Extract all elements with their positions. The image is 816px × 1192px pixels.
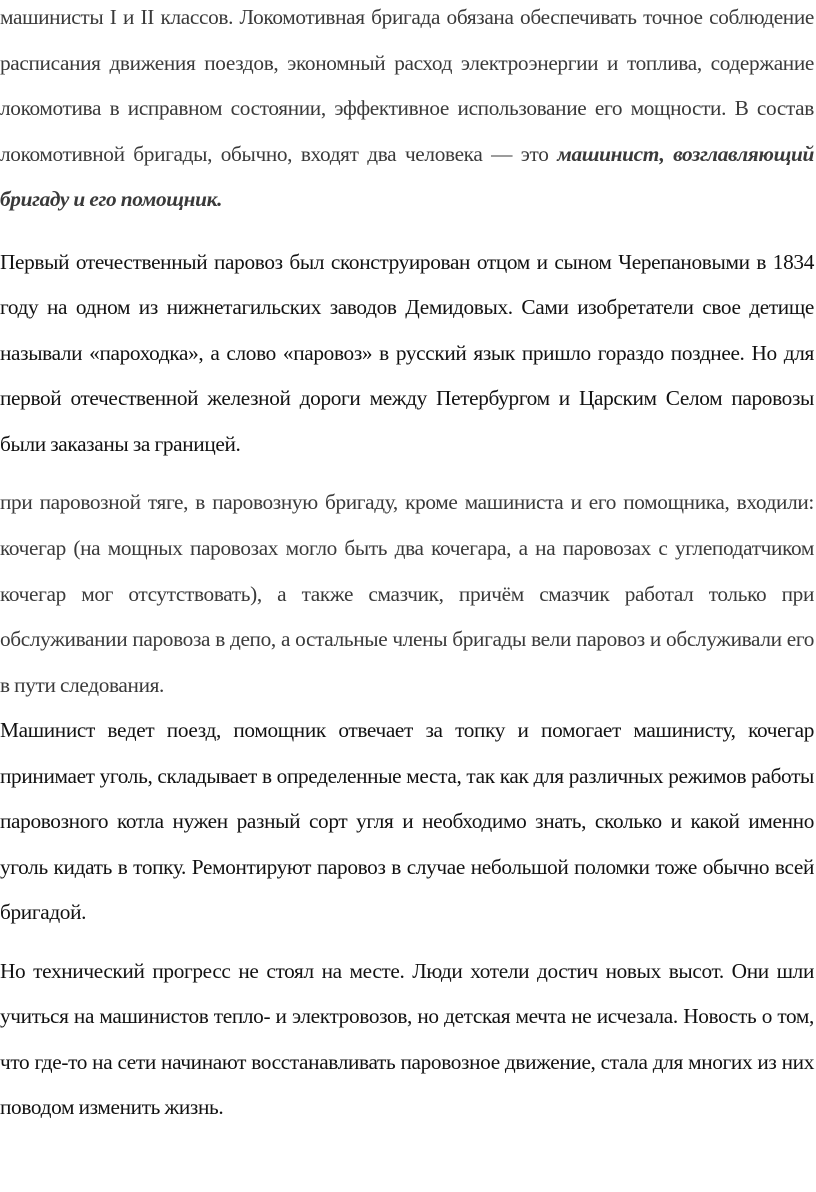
paragraph-steam-crew-composition: при паровозной тяге, в паровозную бригаду, кроме машиниста и его помощника, входили: кочегар (на мощных паровозах могло быть два кочегара, а на паровозах с углеподатчиком кочегар мог отсутствовать), а также смазчик, причём смазчик работал только при обслуживании паровоза в депо, а остальные члены бригады вели паровоз и обслуживали его в пути следования. bbox=[0, 490, 814, 697]
paragraph-technical-progress: Но технический прогресс не стоял на месте. Люди хотели достич новых высот. Они шли учиться на машинистов тепло- и электровозов, но детская мечта не исчезала. Новость о том, что где-то на сети начинают восстанавливать паровозное движение, стала для многих из них поводом изменить жизнь. bbox=[0, 958, 814, 1120]
paragraph-crew-duties: Машинист ведет поезд, помощник отвечает за топку и помогает машинисту, кочегар принимает уголь, складывает в определенные места, так как для различных режимов работы паровозного котла нужен разный сорт угля и необходимо знать, сколько и какой именно уголь кидать в топку. Ремонтируют паровоз в случае небольшой поломки тоже обычно всей бригадой. bbox=[0, 718, 814, 925]
emphasis-driver-and-assistant: машинист, возглавляющий бригаду и его помощник. bbox=[0, 141, 815, 212]
paragraph-locomotive-crew-text: машинисты I и II классов. Локомотивная бригада обязана обеспечивать точное соблюдение расписания движения поездов, экономный расход электроэнергии и топлива, содержание локомотива в исправном состоянии, эффективное использование его мощности. В состав локомотивной бригады, обычно, входят два человека — это bbox=[0, 5, 814, 166]
paragraph-first-steam-locomotive: Первый отечественный паровоз был сконструирован отцом и сыном Черепановыми в 1834 году на одном из нижнетагильских заводов Демидовых. Сами изобретатели свое детище называли «пароходка», а слово «паровоз» в русский язык пришло гораздо позднее. Но для первой отечественной железной дороги между Петербургом и Царским Селом паровозы были заказаны за границей. bbox=[0, 249, 814, 456]
paragraph-locomotive-crew bbox=[0, 0, 814, 223]
